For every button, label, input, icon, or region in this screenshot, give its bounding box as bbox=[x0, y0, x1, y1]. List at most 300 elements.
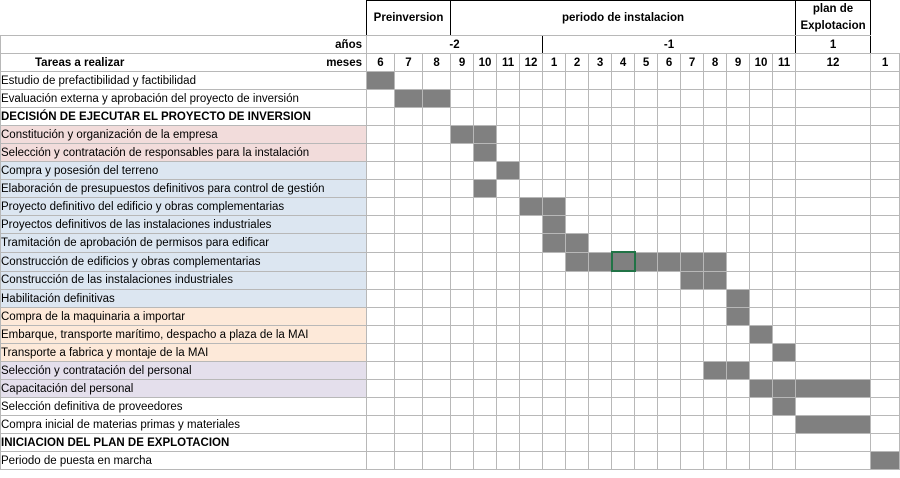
gantt-cell[interactable] bbox=[773, 198, 796, 216]
gantt-cell[interactable] bbox=[395, 308, 423, 326]
gantt-cell[interactable] bbox=[474, 398, 497, 416]
gantt-cell[interactable] bbox=[589, 216, 612, 234]
gantt-cell[interactable] bbox=[395, 380, 423, 398]
gantt-cell[interactable] bbox=[474, 290, 497, 308]
gantt-cell[interactable] bbox=[543, 452, 566, 470]
gantt-cell[interactable] bbox=[566, 416, 589, 434]
gantt-cell[interactable] bbox=[543, 126, 566, 144]
gantt-cell[interactable] bbox=[520, 144, 543, 162]
gantt-cell[interactable] bbox=[727, 72, 750, 90]
gantt-cell[interactable] bbox=[474, 90, 497, 108]
gantt-cell[interactable] bbox=[497, 198, 520, 216]
gantt-cell[interactable] bbox=[543, 362, 566, 380]
gantt-cell[interactable] bbox=[566, 362, 589, 380]
task-name-cell[interactable]: DECISIÓN DE EJECUTAR EL PROYECTO DE INVERSION bbox=[1, 108, 367, 126]
month-header-cell[interactable]: 8 bbox=[704, 54, 727, 72]
gantt-cell[interactable] bbox=[520, 398, 543, 416]
gantt-cell[interactable] bbox=[612, 216, 635, 234]
gantt-cell[interactable] bbox=[395, 271, 423, 290]
year-header-0[interactable]: -2 bbox=[367, 36, 543, 54]
gantt-cell[interactable] bbox=[796, 452, 871, 470]
gantt-cell[interactable] bbox=[566, 72, 589, 90]
gantt-cell[interactable] bbox=[773, 416, 796, 434]
gantt-cell[interactable] bbox=[704, 344, 727, 362]
gantt-cell[interactable] bbox=[704, 90, 727, 108]
gantt-cell[interactable] bbox=[704, 326, 727, 344]
gantt-cell[interactable] bbox=[750, 252, 773, 271]
gantt-cell[interactable] bbox=[423, 271, 451, 290]
gantt-cell[interactable] bbox=[367, 362, 395, 380]
gantt-cell[interactable] bbox=[658, 126, 681, 144]
gantt-cell[interactable] bbox=[395, 452, 423, 470]
year-header-2[interactable]: 1 bbox=[796, 36, 871, 54]
gantt-cell[interactable] bbox=[474, 416, 497, 434]
gantt-cell[interactable] bbox=[704, 162, 727, 180]
month-header-cell[interactable]: 11 bbox=[773, 54, 796, 72]
gantt-cell[interactable] bbox=[543, 108, 566, 126]
gantt-cell[interactable] bbox=[704, 198, 727, 216]
gantt-bar-cell[interactable] bbox=[543, 234, 566, 253]
gantt-cell[interactable] bbox=[871, 90, 900, 108]
gantt-cell[interactable] bbox=[871, 434, 900, 452]
gantt-cell[interactable] bbox=[773, 290, 796, 308]
month-header-cell[interactable]: 11 bbox=[497, 54, 520, 72]
month-header-cell[interactable]: 6 bbox=[658, 54, 681, 72]
task-name-cell[interactable]: Construcción de edificios y obras complementarias bbox=[1, 252, 367, 271]
gantt-cell[interactable] bbox=[871, 144, 900, 162]
gantt-cell[interactable] bbox=[796, 144, 871, 162]
gantt-cell[interactable] bbox=[681, 434, 704, 452]
gantt-cell[interactable] bbox=[750, 362, 773, 380]
gantt-cell[interactable] bbox=[658, 271, 681, 290]
gantt-bar-cell[interactable] bbox=[589, 252, 612, 271]
gantt-cell[interactable] bbox=[543, 434, 566, 452]
gantt-cell[interactable] bbox=[796, 344, 871, 362]
gantt-cell[interactable] bbox=[451, 452, 474, 470]
gantt-cell[interactable] bbox=[589, 452, 612, 470]
gantt-cell[interactable] bbox=[612, 90, 635, 108]
gantt-cell[interactable] bbox=[658, 216, 681, 234]
gantt-cell[interactable] bbox=[423, 252, 451, 271]
gantt-cell[interactable] bbox=[395, 416, 423, 434]
gantt-cell[interactable] bbox=[367, 198, 395, 216]
gantt-cell[interactable] bbox=[395, 326, 423, 344]
gantt-bar-cell[interactable] bbox=[543, 216, 566, 234]
gantt-cell[interactable] bbox=[367, 216, 395, 234]
gantt-cell[interactable] bbox=[796, 234, 871, 253]
gantt-cell[interactable] bbox=[796, 108, 871, 126]
gantt-cell[interactable] bbox=[497, 434, 520, 452]
gantt-bar-cell[interactable] bbox=[750, 380, 773, 398]
gantt-cell[interactable] bbox=[704, 72, 727, 90]
gantt-cell[interactable] bbox=[520, 126, 543, 144]
gantt-cell[interactable] bbox=[727, 180, 750, 198]
gantt-bar-cell[interactable] bbox=[658, 252, 681, 271]
task-name-cell[interactable]: Transporte a fabrica y montaje de la MAI bbox=[1, 344, 367, 362]
gantt-cell[interactable] bbox=[520, 452, 543, 470]
gantt-cell[interactable] bbox=[497, 416, 520, 434]
gantt-cell[interactable] bbox=[612, 72, 635, 90]
gantt-cell[interactable] bbox=[497, 72, 520, 90]
task-name-cell[interactable]: Selección y contratación del personal bbox=[1, 362, 367, 380]
gantt-cell[interactable] bbox=[681, 290, 704, 308]
gantt-cell[interactable] bbox=[681, 216, 704, 234]
gantt-cell[interactable] bbox=[497, 234, 520, 253]
gantt-cell[interactable] bbox=[543, 72, 566, 90]
gantt-bar-cell[interactable] bbox=[543, 198, 566, 216]
task-name-cell[interactable]: Selección definitiva de proveedores bbox=[1, 398, 367, 416]
month-header-cell[interactable]: 12 bbox=[520, 54, 543, 72]
gantt-cell[interactable] bbox=[367, 308, 395, 326]
gantt-cell[interactable] bbox=[474, 308, 497, 326]
gantt-cell[interactable] bbox=[635, 398, 658, 416]
gantt-cell[interactable] bbox=[750, 434, 773, 452]
gantt-cell[interactable] bbox=[543, 252, 566, 271]
gantt-cell[interactable] bbox=[635, 380, 658, 398]
gantt-cell[interactable] bbox=[474, 380, 497, 398]
gantt-cell[interactable] bbox=[750, 271, 773, 290]
gantt-cell[interactable] bbox=[773, 452, 796, 470]
gantt-cell[interactable] bbox=[451, 72, 474, 90]
gantt-cell[interactable] bbox=[451, 162, 474, 180]
gantt-cell[interactable] bbox=[367, 271, 395, 290]
gantt-bar-cell[interactable] bbox=[796, 380, 871, 398]
gantt-cell[interactable] bbox=[871, 326, 900, 344]
gantt-bar-cell[interactable] bbox=[773, 344, 796, 362]
gantt-cell[interactable] bbox=[612, 380, 635, 398]
gantt-cell[interactable] bbox=[871, 234, 900, 253]
task-name-cell[interactable]: Evaluación externa y aprobación del proyecto de inversión bbox=[1, 90, 367, 108]
gantt-cell[interactable] bbox=[796, 290, 871, 308]
gantt-cell[interactable] bbox=[589, 326, 612, 344]
gantt-cell[interactable] bbox=[871, 290, 900, 308]
gantt-cell[interactable] bbox=[543, 144, 566, 162]
task-name-cell[interactable]: Tramitación de aprobación de permisos para edificar bbox=[1, 234, 367, 253]
gantt-cell[interactable] bbox=[704, 434, 727, 452]
gantt-cell[interactable] bbox=[423, 180, 451, 198]
gantt-cell[interactable] bbox=[612, 180, 635, 198]
gantt-cell[interactable] bbox=[451, 434, 474, 452]
gantt-cell[interactable] bbox=[871, 271, 900, 290]
gantt-cell[interactable] bbox=[520, 234, 543, 253]
gantt-cell[interactable] bbox=[773, 180, 796, 198]
gantt-cell[interactable] bbox=[423, 398, 451, 416]
gantt-cell[interactable] bbox=[796, 326, 871, 344]
gantt-cell[interactable] bbox=[704, 108, 727, 126]
gantt-cell[interactable] bbox=[589, 144, 612, 162]
gantt-cell[interactable] bbox=[704, 180, 727, 198]
gantt-cell[interactable] bbox=[796, 198, 871, 216]
gantt-cell[interactable] bbox=[367, 380, 395, 398]
gantt-cell[interactable] bbox=[367, 126, 395, 144]
gantt-cell[interactable] bbox=[635, 362, 658, 380]
gantt-bar-cell[interactable] bbox=[796, 416, 871, 434]
gantt-cell[interactable] bbox=[451, 290, 474, 308]
gantt-cell[interactable] bbox=[367, 144, 395, 162]
gantt-cell[interactable] bbox=[543, 271, 566, 290]
gantt-bar-cell[interactable] bbox=[566, 234, 589, 253]
gantt-cell[interactable] bbox=[612, 308, 635, 326]
gantt-cell[interactable] bbox=[395, 198, 423, 216]
gantt-cell[interactable] bbox=[423, 452, 451, 470]
gantt-cell[interactable] bbox=[497, 308, 520, 326]
gantt-cell[interactable] bbox=[612, 434, 635, 452]
gantt-cell[interactable] bbox=[612, 234, 635, 253]
gantt-cell[interactable] bbox=[635, 452, 658, 470]
phase-header-2[interactable]: plan de Explotacion bbox=[796, 1, 871, 36]
gantt-cell[interactable] bbox=[773, 90, 796, 108]
gantt-cell[interactable] bbox=[612, 452, 635, 470]
gantt-cell[interactable] bbox=[589, 308, 612, 326]
gantt-cell[interactable] bbox=[750, 72, 773, 90]
task-name-cell[interactable]: Periodo de puesta en marcha bbox=[1, 452, 367, 470]
gantt-cell[interactable] bbox=[423, 326, 451, 344]
gantt-cell[interactable] bbox=[474, 198, 497, 216]
gantt-cell[interactable] bbox=[566, 308, 589, 326]
month-header-cell[interactable]: 1 bbox=[543, 54, 566, 72]
gantt-cell[interactable] bbox=[451, 252, 474, 271]
gantt-cell[interactable] bbox=[497, 362, 520, 380]
gantt-cell[interactable] bbox=[612, 398, 635, 416]
gantt-cell[interactable] bbox=[681, 90, 704, 108]
gantt-cell[interactable] bbox=[612, 198, 635, 216]
gantt-cell[interactable] bbox=[681, 398, 704, 416]
gantt-bar-cell[interactable] bbox=[451, 126, 474, 144]
task-name-cell[interactable]: Estudio de prefactibilidad y factibilidad bbox=[1, 72, 367, 90]
gantt-cell[interactable] bbox=[395, 434, 423, 452]
gantt-cell[interactable] bbox=[543, 290, 566, 308]
gantt-cell[interactable] bbox=[520, 380, 543, 398]
gantt-cell[interactable] bbox=[796, 398, 871, 416]
gantt-cell[interactable] bbox=[658, 380, 681, 398]
gantt-cell[interactable] bbox=[635, 416, 658, 434]
gantt-cell[interactable] bbox=[520, 252, 543, 271]
gantt-cell[interactable] bbox=[566, 398, 589, 416]
gantt-bar-cell[interactable] bbox=[474, 180, 497, 198]
gantt-cell[interactable] bbox=[497, 180, 520, 198]
gantt-cell[interactable] bbox=[635, 144, 658, 162]
gantt-cell[interactable] bbox=[612, 144, 635, 162]
gantt-cell[interactable] bbox=[658, 452, 681, 470]
gantt-cell[interactable] bbox=[773, 72, 796, 90]
gantt-cell[interactable] bbox=[750, 344, 773, 362]
month-header-cell[interactable]: 7 bbox=[681, 54, 704, 72]
gantt-cell[interactable] bbox=[497, 326, 520, 344]
gantt-cell[interactable] bbox=[423, 162, 451, 180]
gantt-cell[interactable] bbox=[423, 126, 451, 144]
gantt-cell[interactable] bbox=[423, 380, 451, 398]
gantt-cell[interactable] bbox=[566, 216, 589, 234]
gantt-cell[interactable] bbox=[871, 162, 900, 180]
gantt-cell[interactable] bbox=[589, 344, 612, 362]
task-name-cell[interactable]: Habilitación definitivas bbox=[1, 290, 367, 308]
gantt-cell[interactable] bbox=[635, 126, 658, 144]
gantt-cell[interactable] bbox=[474, 362, 497, 380]
gantt-cell[interactable] bbox=[612, 271, 635, 290]
gantt-cell[interactable] bbox=[589, 362, 612, 380]
gantt-cell[interactable] bbox=[474, 108, 497, 126]
gantt-cell[interactable] bbox=[635, 326, 658, 344]
gantt-cell[interactable] bbox=[520, 326, 543, 344]
gantt-bar-cell[interactable] bbox=[520, 198, 543, 216]
gantt-bar-cell[interactable] bbox=[704, 362, 727, 380]
gantt-cell[interactable] bbox=[727, 162, 750, 180]
gantt-cell[interactable] bbox=[871, 108, 900, 126]
gantt-cell[interactable] bbox=[367, 452, 395, 470]
gantt-cell[interactable] bbox=[635, 216, 658, 234]
gantt-cell[interactable] bbox=[367, 434, 395, 452]
gantt-cell[interactable] bbox=[727, 271, 750, 290]
gantt-cell[interactable] bbox=[704, 416, 727, 434]
gantt-cell[interactable] bbox=[589, 108, 612, 126]
gantt-cell[interactable] bbox=[704, 234, 727, 253]
gantt-cell[interactable] bbox=[423, 434, 451, 452]
gantt-cell[interactable] bbox=[612, 290, 635, 308]
gantt-cell[interactable] bbox=[395, 126, 423, 144]
gantt-cell[interactable] bbox=[589, 398, 612, 416]
gantt-cell[interactable] bbox=[635, 434, 658, 452]
gantt-cell[interactable] bbox=[658, 434, 681, 452]
gantt-cell[interactable] bbox=[704, 126, 727, 144]
gantt-cell[interactable] bbox=[635, 234, 658, 253]
gantt-cell[interactable] bbox=[871, 180, 900, 198]
gantt-cell[interactable] bbox=[520, 90, 543, 108]
gantt-cell[interactable] bbox=[395, 216, 423, 234]
gantt-cell[interactable] bbox=[681, 308, 704, 326]
gantt-cell[interactable] bbox=[497, 126, 520, 144]
gantt-cell[interactable] bbox=[367, 108, 395, 126]
gantt-cell[interactable] bbox=[727, 416, 750, 434]
gantt-cell[interactable] bbox=[520, 290, 543, 308]
gantt-cell[interactable] bbox=[423, 308, 451, 326]
gantt-cell[interactable] bbox=[635, 180, 658, 198]
gantt-cell[interactable] bbox=[704, 216, 727, 234]
gantt-cell[interactable] bbox=[750, 398, 773, 416]
tasks-months-label-cell[interactable] bbox=[1, 54, 367, 72]
gantt-cell[interactable] bbox=[497, 398, 520, 416]
gantt-cell[interactable] bbox=[750, 216, 773, 234]
gantt-bar-cell[interactable] bbox=[474, 144, 497, 162]
gantt-cell[interactable] bbox=[681, 326, 704, 344]
task-name-cell[interactable]: Elaboración de presupuestos definitivos para control de gestión bbox=[1, 180, 367, 198]
gantt-cell[interactable] bbox=[395, 252, 423, 271]
gantt-cell[interactable] bbox=[727, 90, 750, 108]
gantt-cell[interactable] bbox=[773, 271, 796, 290]
gantt-cell[interactable] bbox=[658, 326, 681, 344]
gantt-cell[interactable] bbox=[871, 398, 900, 416]
gantt-cell[interactable] bbox=[750, 108, 773, 126]
task-name-cell[interactable]: Proyecto definitivo del edificio y obras complementarias bbox=[1, 198, 367, 216]
gantt-cell[interactable] bbox=[451, 380, 474, 398]
gantt-cell[interactable] bbox=[681, 126, 704, 144]
gantt-cell[interactable] bbox=[658, 308, 681, 326]
gantt-bar-cell[interactable] bbox=[635, 252, 658, 271]
gantt-cell[interactable] bbox=[750, 162, 773, 180]
gantt-cell[interactable] bbox=[451, 90, 474, 108]
gantt-cell[interactable] bbox=[704, 452, 727, 470]
gantt-cell[interactable] bbox=[543, 90, 566, 108]
gantt-cell[interactable] bbox=[589, 290, 612, 308]
gantt-cell[interactable] bbox=[543, 308, 566, 326]
gantt-cell[interactable] bbox=[566, 326, 589, 344]
gantt-cell[interactable] bbox=[497, 216, 520, 234]
gantt-cell[interactable] bbox=[681, 234, 704, 253]
gantt-cell[interactable] bbox=[589, 198, 612, 216]
gantt-cell[interactable] bbox=[658, 290, 681, 308]
task-name-cell[interactable]: Embarque, transporte marítimo, despacho a plaza de la MAI bbox=[1, 326, 367, 344]
gantt-cell[interactable] bbox=[497, 271, 520, 290]
gantt-cell[interactable] bbox=[727, 326, 750, 344]
gantt-cell[interactable] bbox=[423, 108, 451, 126]
gantt-cell[interactable] bbox=[612, 162, 635, 180]
month-header-cell[interactable]: 8 bbox=[423, 54, 451, 72]
gantt-cell[interactable] bbox=[367, 398, 395, 416]
gantt-cell[interactable] bbox=[566, 290, 589, 308]
gantt-bar-cell[interactable] bbox=[681, 271, 704, 290]
gantt-cell[interactable] bbox=[796, 162, 871, 180]
task-name-cell[interactable]: Proyectos definitivos de las instalaciones industriales bbox=[1, 216, 367, 234]
gantt-cell[interactable] bbox=[871, 308, 900, 326]
gantt-cell[interactable] bbox=[451, 216, 474, 234]
gantt-cell[interactable] bbox=[451, 108, 474, 126]
task-name-cell[interactable]: INICIACION DEL PLAN DE EXPLOTACION bbox=[1, 434, 367, 452]
task-name-cell[interactable]: Compra inicial de materias primas y materiales bbox=[1, 416, 367, 434]
gantt-cell[interactable] bbox=[520, 72, 543, 90]
gantt-cell[interactable] bbox=[543, 398, 566, 416]
gantt-cell[interactable] bbox=[727, 344, 750, 362]
gantt-cell[interactable] bbox=[520, 162, 543, 180]
gantt-cell[interactable] bbox=[773, 108, 796, 126]
month-header-cell[interactable]: 10 bbox=[474, 54, 497, 72]
gantt-cell[interactable] bbox=[566, 434, 589, 452]
gantt-bar-cell[interactable] bbox=[727, 308, 750, 326]
gantt-cell[interactable] bbox=[367, 180, 395, 198]
gantt-cell[interactable] bbox=[566, 108, 589, 126]
month-header-cell[interactable]: 9 bbox=[727, 54, 750, 72]
gantt-cell[interactable] bbox=[423, 362, 451, 380]
task-name-cell[interactable]: Compra y posesión del terreno bbox=[1, 162, 367, 180]
gantt-cell[interactable] bbox=[796, 72, 871, 90]
gantt-cell[interactable] bbox=[520, 180, 543, 198]
gantt-cell[interactable] bbox=[367, 326, 395, 344]
gantt-cell[interactable] bbox=[750, 308, 773, 326]
gantt-cell[interactable] bbox=[520, 344, 543, 362]
gantt-cell[interactable] bbox=[589, 271, 612, 290]
gantt-cell[interactable] bbox=[566, 452, 589, 470]
gantt-cell[interactable] bbox=[589, 434, 612, 452]
gantt-bar-cell[interactable] bbox=[773, 398, 796, 416]
gantt-cell[interactable] bbox=[474, 252, 497, 271]
gantt-cell[interactable] bbox=[727, 126, 750, 144]
gantt-cell[interactable] bbox=[367, 344, 395, 362]
gantt-cell[interactable] bbox=[773, 162, 796, 180]
gantt-cell[interactable] bbox=[520, 216, 543, 234]
month-header-cell[interactable]: 9 bbox=[451, 54, 474, 72]
gantt-cell[interactable] bbox=[395, 144, 423, 162]
gantt-cell[interactable] bbox=[589, 234, 612, 253]
gantt-cell[interactable] bbox=[474, 234, 497, 253]
gantt-cell[interactable] bbox=[543, 326, 566, 344]
gantt-cell[interactable] bbox=[589, 72, 612, 90]
gantt-bar-cell[interactable] bbox=[773, 380, 796, 398]
month-header-cell[interactable]: 1 bbox=[871, 54, 900, 72]
gantt-cell[interactable] bbox=[423, 198, 451, 216]
gantt-cell[interactable] bbox=[612, 344, 635, 362]
gantt-cell[interactable] bbox=[658, 344, 681, 362]
gantt-cell[interactable] bbox=[750, 290, 773, 308]
gantt-cell[interactable] bbox=[451, 198, 474, 216]
gantt-cell[interactable] bbox=[635, 290, 658, 308]
